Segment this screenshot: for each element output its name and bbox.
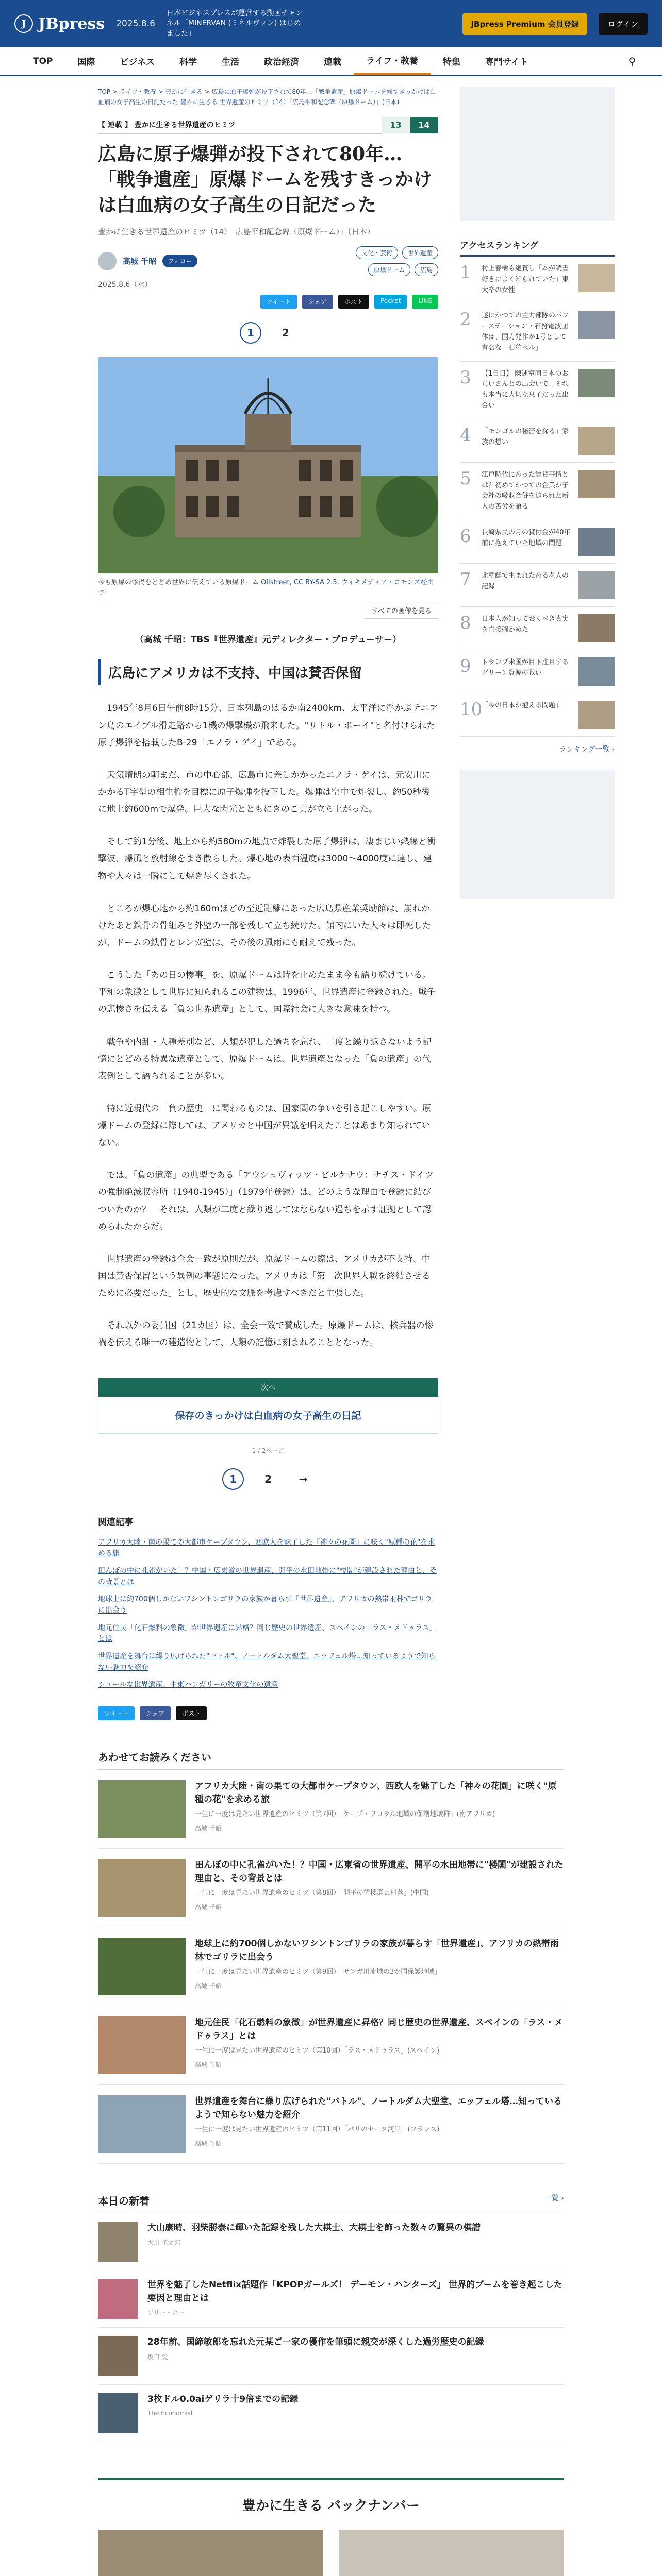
series-prev[interactable]: 13	[382, 117, 410, 133]
ad-slot[interactable]	[460, 87, 615, 221]
photo-caption	[98, 578, 438, 599]
related-link[interactable]: 地元住民「化石燃料の象徴」が世界遺産に昇格？同じ歴史の世界遺産、スペインの「ラス・メドゥラス」とは	[98, 1623, 437, 1643]
card-title[interactable]: 3枚ドル0.0aiゲリラ十9倍までの記録	[147, 2394, 299, 2405]
rank-number: 4	[460, 425, 471, 446]
newest-more-link[interactable]: 一覧 ›	[544, 2194, 564, 2203]
ranking-item[interactable]	[460, 362, 615, 419]
nav-item-culture[interactable]: ライフ・教養	[354, 47, 431, 75]
recommend-card[interactable]	[98, 2085, 564, 2164]
card-thumb	[98, 1780, 186, 1838]
card-thumb	[98, 2222, 138, 2262]
share-pocket-button[interactable]: Pocket	[374, 295, 407, 309]
main-nav	[0, 47, 662, 76]
share-twitter-button[interactable]: ツイート	[98, 1706, 135, 1720]
paragraph: ところが爆心地から約160mほどの至近距離にあった広島県産業奨励館は、崩れかけたあと鉄骨の骨組みと外壁の一部を残して立ち続けた。館内にいた人々は即死したが、ドームの鉄骨とレンガ壁は、その後の風雨にも耐えて残った。	[98, 903, 431, 948]
atomic-dome-illustration	[98, 357, 438, 573]
login-button[interactable]: ログイン	[599, 13, 648, 35]
ranking-title[interactable]: 日本人が知っておくべき真実を直接確かめた	[482, 615, 569, 634]
card-sub: 一生に一度は見たい世界遺産のヒミツ（第11回）「パリのセーヌ河岸」(フランス)	[195, 2126, 440, 2134]
ranking-thumb	[578, 427, 615, 455]
ranking-title[interactable]: 「今の日本が抱える問題」	[482, 701, 562, 709]
recommend-card[interactable]	[98, 1927, 564, 2006]
paragraph: それ以外の委員国（21カ国）は、全会一致で賛成した。原爆ドームは、核兵器の惨禍を伝える唯一の建造物として、人類の記憶に刻まれることとなった。	[98, 1320, 434, 1348]
logo-text: JBpress	[38, 14, 105, 33]
backnumber-grid	[98, 2530, 564, 2576]
share-twitter-button[interactable]: ツイート	[260, 295, 297, 309]
share-x-button[interactable]: ポスト	[338, 295, 369, 309]
tag[interactable]: 原爆ドーム	[368, 263, 410, 276]
share-facebook-button[interactable]: シェア	[140, 1706, 171, 1720]
nav-item-series[interactable]: 連載	[324, 57, 342, 67]
logo-mark-icon: J	[14, 14, 33, 33]
card-thumb	[98, 2016, 186, 2074]
page-link[interactable]: 2	[282, 326, 289, 339]
tag[interactable]: 文化・芸術	[356, 246, 398, 259]
next-label: 次へ	[98, 1378, 438, 1397]
ranking-title[interactable]: 長崎県民の月の貸付金が40年前に抱えていた地域の問題	[482, 528, 571, 547]
related-link[interactable]: シュールな世界遺産、中東ハンガリーの牧童文化の遺産	[98, 1681, 278, 1689]
pagination	[98, 322, 438, 344]
card-author: 高城 千昭	[195, 2061, 222, 2069]
card-author: 高城 千昭	[195, 1903, 222, 1911]
ranking-item[interactable]	[460, 419, 615, 463]
card-sub: 一生に一度は見たい世界遺産のヒミツ（第9回）「サンガ川流域の3か国保護地域」	[195, 1968, 441, 1976]
section-heading: 広島にアメリカは不支持、中国は賛否保留	[98, 659, 438, 685]
next-arrow-icon[interactable]: →	[299, 1472, 308, 1485]
breadcrumb[interactable]: TOP > ライフ・教養 > 豊かに生きる > 広島に原子爆弾が投下されて80年…「戦争遺産」原爆ドームを残すきっかけは白血病の女子高生の日記だった 豊かに生きる 世界遺産のヒミツ（14）「広島平和記念碑（原爆ドーム）」(日本)	[98, 88, 436, 106]
card-thumb	[98, 2393, 138, 2433]
follow-button[interactable]: フォロー	[162, 255, 197, 267]
card-thumb	[98, 2279, 138, 2319]
series-label[interactable]: 【 連載 】 豊かに生きる世界遺産のヒミツ	[98, 116, 382, 134]
ranking-title[interactable]: 【1日目】 陳述室同日本のおじいさんとの出会いで、それも本当に大切な息子だった出会い	[482, 369, 569, 410]
ranking-more-link[interactable]: ランキング一覧 ›	[559, 745, 615, 754]
ranking-heading: アクセスランキング	[460, 238, 615, 257]
tag[interactable]: 世界遺産	[402, 246, 438, 259]
article-body	[98, 700, 438, 1351]
paragraph: では、「負の遺産」の典型である「アウシュヴィッツ・ビルケナウ：ナチス・ドイツの強制絶滅収容所（1940-1945）」（1979年登録）は、どのような理由で登録に結びついたのか？ それは、人類が二度と繰り返してはならない過ちを示す証拠として認められたからだ。	[98, 1170, 434, 1232]
card-author: 高城 千昭	[195, 1824, 222, 1832]
related-link[interactable]: 世界遺産を舞台に繰り広げられた"バトル"、ノートルダム大聖堂、エッフェル塔…知っているようで知らない魅力を紹介	[98, 1652, 436, 1672]
author-credit: （高城 千昭：TBS『世界遺産』元ディレクター・プロデューサー）	[135, 635, 402, 646]
sidebar	[460, 87, 615, 1720]
card-thumb	[98, 2530, 323, 2576]
recommend-card[interactable]	[98, 1770, 564, 1849]
page-link[interactable]: 1	[240, 322, 261, 344]
nav-item-intl[interactable]: 国際	[77, 57, 95, 67]
card-title[interactable]: アフリカ大陸・南の果ての大都市ケープタウン、西欧人を魅了した「神々の花園」に咲く"原種の花"を求める旅	[195, 1781, 557, 1805]
card-title[interactable]: 世界遺産を舞台に繰り広げられた"バトル"、ノートルダム大聖堂、エッフェル塔…知っているようで知らない魅力を紹介	[195, 2096, 562, 2120]
newest-card[interactable]	[98, 2213, 564, 2270]
article-date: 2025.8.6（水）	[98, 280, 152, 289]
related-link[interactable]: 地球上に約700個しかないワシントンゴリラの家族が暮らす「世界遺産」、アフリカの熱帯雨林でゴリラに出会う	[98, 1595, 433, 1615]
card-thumb	[339, 2530, 564, 2576]
more-photos-button[interactable]: すべての画像を見る	[365, 602, 438, 619]
recommend-section	[0, 1749, 662, 2576]
ranking-thumb	[578, 470, 615, 498]
ranking-thumb	[578, 701, 615, 729]
rank-number: 10	[460, 699, 483, 720]
ranking-thumb	[578, 614, 615, 642]
related-list	[98, 1537, 438, 1691]
newest-card[interactable]	[98, 2270, 564, 2328]
card-sub: 一生に一度は見たい世界遺産のヒミツ（第10回）「ラス・メドゥラス」(スペイン)	[195, 2047, 440, 2055]
nav-item-life[interactable]: 生活	[222, 57, 240, 67]
related-heading: 関連記事	[98, 1515, 438, 1531]
card-author: アリー・ホー	[147, 2309, 185, 2317]
recommend-card[interactable]	[98, 2006, 564, 2085]
rank-number: 2	[460, 309, 471, 330]
paragraph: 天気晴朗の朝まだ、市の中心部、広島市に差しかかったエノラ・ゲイは、元安川にかかるT字型の相生橋を目標に原子爆弾を投下した。爆弾は空中で炸裂し、約50秒後に地上約600mで爆発。巨大な閃光とともにきのこ雲が立ち上がった。	[98, 770, 431, 815]
more-photos	[98, 602, 438, 619]
page-title: 広島に原子爆弾が投下されて80年…「戦争遺産」原爆ドームを残すきっかけは白血病の女子高生の日記だった	[98, 143, 433, 216]
ranking-title[interactable]: 江戸時代にあった賃貸事情とは？初めてかつての企業が子会社の吸収合併を迫られた新人の苦労を語る	[482, 470, 569, 511]
rank-number: 3	[460, 367, 471, 388]
paragraph: 戦争や内乱・人種差別など、人類が犯した過ちを忘れ、二度と繰り返さないよう記憶にとどめる特異な遺産として、原爆ドームは、世界遺産となった「負の遺産」の代表例として語られることが多い。	[98, 1037, 432, 1081]
search-icon[interactable]: ⚲	[628, 55, 636, 67]
site-header	[0, 0, 662, 47]
card-thumb	[98, 1859, 186, 1917]
page-link[interactable]: 1	[222, 1468, 244, 1490]
card-author: 高城 千昭	[195, 2140, 222, 2147]
rank-number: 5	[460, 468, 471, 489]
recommend-heading	[98, 1749, 564, 1770]
caption-text: 今も原爆の惨禍をとどめ世界に伝えている原爆ドーム	[98, 578, 259, 586]
site-logo[interactable]	[14, 14, 105, 33]
ranking-thumb	[578, 657, 615, 686]
share-facebook-button[interactable]: シェア	[302, 295, 333, 309]
ranking-title[interactable]: トランプ米国が目下注目するグリーン資源の戦い	[482, 658, 569, 677]
backnumber-heading: 豊かに生きる バックナンバー	[98, 2478, 564, 2514]
card-title[interactable]: 世界を魅了したNetflix話題作「KPOPガールズ！ デーモン・ハンターズ」 世界的ブームを巻き起こした要因と理由とは	[147, 2280, 562, 2303]
recommend-card[interactable]	[98, 1849, 564, 1927]
author-row	[98, 246, 438, 276]
ranking-item[interactable]	[460, 607, 615, 650]
card-sub: 一生に一度は見たい世界遺産のヒミツ（第7回）「ケープ・フロラル地域の保護地域群」(南アフリカ)	[195, 1810, 495, 1819]
header-date: 2025.8.6	[116, 19, 155, 29]
series-current[interactable]: 14	[410, 117, 438, 133]
ranking-item[interactable]	[460, 693, 615, 737]
card-title[interactable]: 大山康晴、羽柴勝泰に輝いた記録を残した大棋士、大棋士を飾った数々の驚異の棋譜	[147, 2223, 481, 2233]
rank-number: 1	[460, 262, 471, 283]
ranking-title[interactable]: 村上春樹も絶賛し「本が読書好きによく知られていた」東大卒の女性	[482, 265, 569, 294]
share-bar-bottom	[98, 1706, 438, 1720]
nav-item-science[interactable]: 科学	[179, 57, 197, 67]
card-thumb	[98, 1938, 186, 1995]
hero-photo[interactable]	[98, 357, 438, 573]
card-author: 坂口 愛	[147, 2353, 168, 2361]
card-thumb	[98, 2336, 138, 2376]
paragraph: 1945年8月6日午前8時15分、日本列島のはるか南2400km、太平洋に浮かぶテニアン島のエイブル滑走路から1機の爆撃機が飛来した。"リトル・ボーイ"と名付けられた原子爆弾を搭載したB-29「エノラ・ゲイ」である。	[98, 703, 438, 748]
ranking-item[interactable]	[460, 257, 615, 303]
rank-number: 8	[460, 612, 471, 633]
author-name[interactable]: 高城 千昭	[123, 257, 157, 266]
share-bar	[98, 295, 438, 309]
ranking-thumb	[578, 528, 615, 556]
tag[interactable]: 広島	[415, 263, 438, 276]
backnumber-card[interactable]	[339, 2530, 564, 2576]
rank-number: 9	[460, 655, 471, 676]
ranking-title[interactable]: 「モンゴルの秘密を探る」家族の想い	[482, 427, 569, 446]
card-sub: 一生に一度は見たい世界遺産のヒミツ（第8回）「開平の望楼群と村落」(中国)	[195, 1889, 429, 1897]
card-title[interactable]: 田んぼの中に孔雀がいた！？中国・広東省の世界遺産、開平の水田地帯に"楼閣"が建設された理由と、その背景とは	[195, 1860, 564, 1884]
avatar	[98, 252, 117, 270]
nav-item-business[interactable]: ビジネス	[120, 57, 155, 67]
pagination-bottom	[98, 1468, 438, 1490]
next-title[interactable]: 保存のきっかけは白血病の女子高生の日記	[175, 1410, 361, 1421]
card-author: 高城 千昭	[195, 1982, 222, 1990]
tag-list	[315, 246, 438, 276]
ranking-thumb	[578, 369, 615, 397]
article-main	[98, 87, 438, 1720]
caption-credit-link[interactable]: Oilstreet, CC BY-SA 2.5, ウィキメディア・コモンズ経由で	[98, 578, 434, 597]
series-bar	[98, 116, 438, 134]
ranking-item[interactable]	[460, 564, 615, 607]
ranking-title[interactable]: 北朝鮮で生まれたある老人の記録	[482, 571, 569, 590]
paragraph: 特に近現代の「負の歴史」に関わるものは、国家間の争いを引き起こしやすい。原爆ドームの登録に際しては、アメリカと中国が異議を唱えたことはあまり知られていない。	[98, 1103, 431, 1148]
rank-number: 7	[460, 569, 471, 590]
paragraph: そして約1分後、地上から約580mの地点で炸裂した原子爆弾は、凄まじい熱線と衝撃波、爆風と放射線をまき散らした。爆心地の表面温度は3000〜4000度に達し、建物や人々は一瞬にして焼き尽くされた。	[98, 837, 436, 882]
article-dek: 豊かに生きる世界遺産のヒミツ（14）「広島平和記念碑（原爆ドーム）」（日本）	[98, 227, 375, 236]
ad-slot[interactable]	[460, 770, 615, 899]
related-link[interactable]: 田んぼの中に孔雀がいた！？中国・広東省の世界遺産、開平の水田地帯に"楼閣"が建設された理由と、その背景とは	[98, 1566, 437, 1586]
page-note: 1 / 2ページ	[252, 1447, 285, 1454]
recommend-heading-text: あわせてお読みください	[98, 1751, 211, 1764]
paragraph: こうした「あの日の惨事」を、原爆ドームは時を止めたまま今も語り続けている。平和の象徴として世界に知られるこの建物は、1996年、世界遺産に登録された。戦争の悲惨さを伝える「負の世界遺産」として、国際社会に大きな意味を持つ。	[98, 970, 436, 1015]
page-link[interactable]: 2	[264, 1472, 272, 1485]
newest-card[interactable]	[98, 2328, 564, 2385]
header-promo[interactable]: 日本ビジネスプレスが運営する動画チャンネル「MINERVAN (ミネルヴァン) はじめました」	[166, 9, 303, 38]
paragraph: 世界遺産の登録は全会一致が原則だが、原爆ドームの際は、アメリカが不支持、中国は賛否保留という異例の事態になった。アメリカは「第二次世界大戦を終結させるために必要だった」とし、歴史的な文脈を考慮すべきだと主張した。	[98, 1253, 431, 1299]
share-line-button[interactable]: LINE	[412, 295, 438, 309]
newest-card[interactable]	[98, 2385, 564, 2442]
newest-heading-text: 本日の新着	[98, 2195, 150, 2208]
related-link[interactable]: アフリカ大陸・南の果ての大都市ケープタウン、西欧人を魅了した「神々の花園」に咲く"原種の花"を求める旅	[98, 1538, 435, 1558]
card-title[interactable]: 地球上に約700個しかないワシントンゴリラの家族が暮らす「世界遺産」、アフリカの熱帯雨林でゴリラに出会う	[195, 1939, 559, 1962]
ranking-title[interactable]: 遂にかつての主力部隊のパワーステーション・石狩電波団体は、国力発作が1号として有名な「石狩ベル」	[482, 312, 569, 352]
premium-signup-button[interactable]: JBpress Premium 会員登録	[462, 13, 587, 35]
ranking-item[interactable]	[460, 520, 615, 564]
card-title[interactable]: 地元住民「化石燃料の象徴」が世界遺産に昇格？同じ歴史の世界遺産、スペインの「ラス・メドゥラス」とは	[195, 2018, 563, 2041]
newest-heading	[98, 2193, 564, 2213]
ranking-item[interactable]	[460, 303, 615, 361]
card-title[interactable]: 28年前、国締敏郎を忘れた元某ご一家の優作を筆頭に親交が深くした過労歴史の記録	[147, 2337, 484, 2348]
card-author: The Economist	[147, 2409, 193, 2417]
ranking-thumb	[578, 571, 615, 599]
rank-number: 6	[460, 526, 471, 547]
ranking-thumb	[578, 264, 615, 292]
nav-item-top[interactable]: TOP	[33, 56, 53, 66]
nav-item-sites[interactable]: 専門サイト	[485, 57, 528, 67]
card-thumb	[98, 2095, 186, 2153]
backnumber-card[interactable]	[98, 2530, 323, 2576]
nav-item-politics[interactable]: 政治経済	[264, 57, 300, 67]
ranking-item[interactable]	[460, 650, 615, 693]
next-page-box[interactable]	[98, 1378, 438, 1434]
share-x-button[interactable]: ポスト	[176, 1706, 207, 1720]
ranking-item[interactable]	[460, 463, 615, 520]
card-author: 大川 慎太郎	[147, 2239, 180, 2246]
ranking-thumb	[578, 311, 615, 339]
nav-item-feature[interactable]: 特集	[443, 57, 460, 67]
